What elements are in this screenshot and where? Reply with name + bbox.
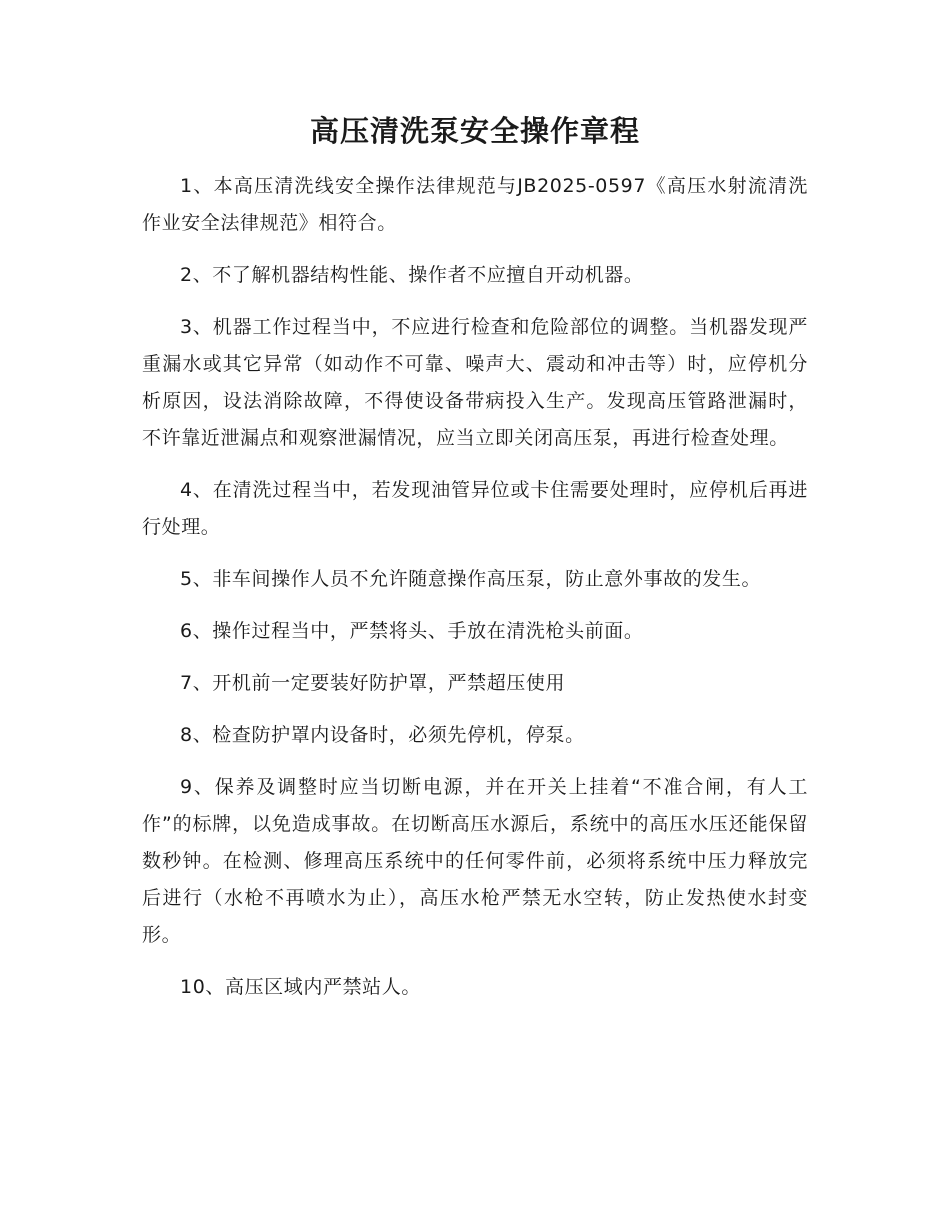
document-title: 高压清洗泵安全操作章程 <box>309 114 640 148</box>
paragraph-10: 10、高压区域内严禁站人。 <box>180 976 421 998</box>
paragraph-3: 3、机器工作过程当中，不应进行检查和危险部位的调整。当机器发现严重漏水或其它异常（如动作不可靠、噪声大、震动和冲击等）时，应停机分析原因，设法消除故障，不得使设备带病投入生产。发现高压管路泄漏时，不许靠近泄漏点和观察泄漏情况，应当立即关闭高压泵，再进行检查处理。 <box>142 316 808 449</box>
paragraph-9: 9、保养及调整时应当切断电源，并在开关上挂着“不准合闸，有人工作”的标牌，以免造成事故。在切断高压水源后，系统中的高压水压还能保留数秒钟。在检测、修理高压系统中的任何零件前，必须将系统中压力释放完后进行（水枪不再喷水为止），高压水枪严禁无水空转，防止发热使水封变形。 <box>142 776 808 946</box>
document-body <box>142 168 808 1021</box>
paragraph-5: 5、非车间操作人员不允许随意操作高压泵，防止意外事故的发生。 <box>180 568 762 590</box>
paragraph-7: 7、开机前一定要装好防护罩，严禁超压使用 <box>180 672 566 694</box>
paragraph-4: 4、在清洗过程当中，若发现油管异位或卡住需要处理时，应停机后再进行处理。 <box>142 479 808 538</box>
paragraph-2: 2、不了解机器结构性能、操作者不应擅自开动机器。 <box>180 264 644 286</box>
paragraph-1: 1、本高压清洗线安全操作法律规范与JB2025-0597《高压水射流清洗作业安全法律规范》相符合。 <box>142 175 808 234</box>
paragraph-8: 8、检查防护罩内设备时，必须先停机，停泵。 <box>180 724 585 746</box>
paragraph-6: 6、操作过程当中，严禁将头、手放在清洗枪头前面。 <box>180 620 644 642</box>
